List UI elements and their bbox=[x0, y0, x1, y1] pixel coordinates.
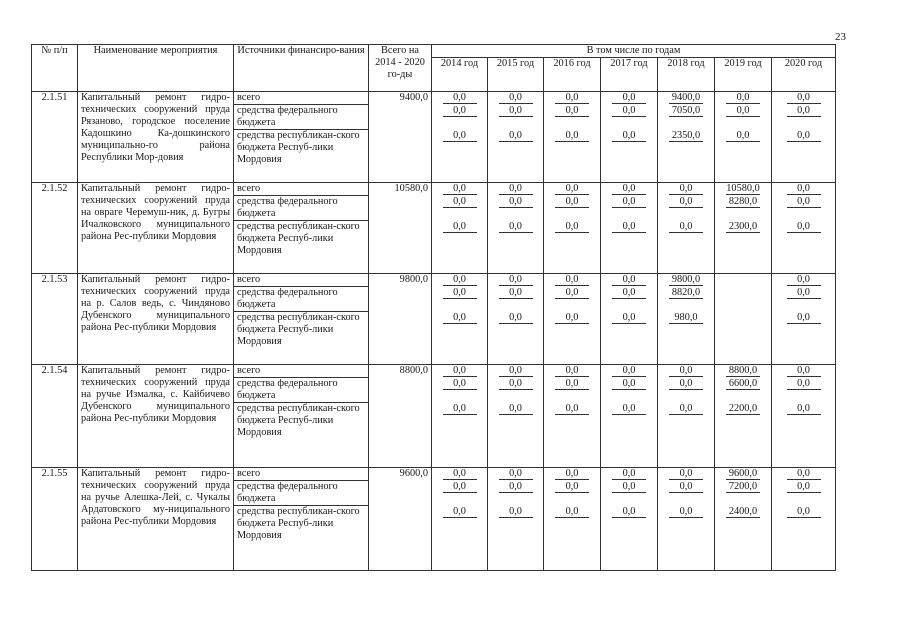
year-value: 0,0 bbox=[443, 274, 477, 286]
year-value: 0,0 bbox=[787, 481, 821, 493]
year-value-cell bbox=[715, 378, 772, 403]
year-value-cell bbox=[715, 196, 772, 221]
year-value-cell bbox=[772, 105, 836, 130]
table-row bbox=[32, 274, 836, 287]
year-value: 0,0 bbox=[612, 365, 646, 377]
funding-source: средства республикан-ского бюджета Респуб-лики Мордовия bbox=[234, 130, 369, 183]
header-year-2014: 2014 год bbox=[432, 58, 488, 92]
year-value-cell bbox=[772, 183, 836, 196]
year-value-cell bbox=[601, 183, 658, 196]
year-value: 0,0 bbox=[555, 506, 589, 518]
year-value: 0,0 bbox=[612, 196, 646, 208]
year-value: 0,0 bbox=[555, 287, 589, 299]
year-value: 2300,0 bbox=[726, 221, 760, 233]
year-value: 0,0 bbox=[555, 92, 589, 104]
table-row bbox=[32, 183, 836, 196]
year-value-cell bbox=[432, 92, 488, 105]
year-value-cell bbox=[658, 506, 715, 571]
year-value-cell bbox=[772, 468, 836, 481]
activity-number: 2.1.55 bbox=[32, 468, 78, 571]
year-value: 0,0 bbox=[443, 287, 477, 299]
year-value: 0,0 bbox=[443, 183, 477, 195]
year-value: 0,0 bbox=[499, 130, 533, 142]
year-value-cell bbox=[544, 312, 601, 365]
year-value: 0,0 bbox=[555, 183, 589, 195]
activity-number: 2.1.52 bbox=[32, 183, 78, 274]
year-value: 0,0 bbox=[787, 183, 821, 195]
year-value-cell bbox=[432, 403, 488, 468]
table-row bbox=[32, 92, 836, 105]
year-value-cell bbox=[488, 287, 544, 312]
year-value-cell bbox=[544, 130, 601, 183]
year-value: 0,0 bbox=[612, 221, 646, 233]
year-value-cell bbox=[601, 221, 658, 274]
year-value-cell bbox=[488, 365, 544, 378]
year-value-cell bbox=[601, 287, 658, 312]
year-value: 0,0 bbox=[555, 130, 589, 142]
year-value: 0,0 bbox=[555, 365, 589, 377]
year-value-cell bbox=[658, 287, 715, 312]
year-value-cell bbox=[601, 274, 658, 287]
year-value: 0,0 bbox=[669, 481, 703, 493]
year-value-cell bbox=[432, 287, 488, 312]
year-value: 0,0 bbox=[787, 196, 821, 208]
year-value-cell bbox=[544, 378, 601, 403]
year-value-cell bbox=[772, 274, 836, 287]
year-value-cell bbox=[488, 468, 544, 481]
funding-source: средства республикан-ского бюджета Респуб-лики Мордовия bbox=[234, 506, 369, 571]
year-value-cell bbox=[658, 92, 715, 105]
year-value-cell bbox=[658, 312, 715, 365]
year-value-cell bbox=[432, 130, 488, 183]
table-body bbox=[32, 92, 836, 571]
year-value-cell bbox=[772, 221, 836, 274]
funding-table bbox=[31, 44, 836, 571]
year-value-cell bbox=[601, 92, 658, 105]
year-value: 6600,0 bbox=[726, 378, 760, 390]
year-value-cell bbox=[601, 506, 658, 571]
year-value: 0,0 bbox=[443, 221, 477, 233]
year-value-cell bbox=[432, 221, 488, 274]
funding-source: средства федерального бюджета bbox=[234, 105, 369, 130]
year-value-cell bbox=[658, 365, 715, 378]
activity-name: Капитальный ремонт гидро-технических сооружений пруда на овраге Черемуш-ник, д. Бугры Ичалковского муниципального района Рес-публики Мордовия bbox=[78, 183, 234, 274]
year-value: 980,0 bbox=[669, 312, 703, 324]
year-value-cell bbox=[715, 403, 772, 468]
year-value: 0,0 bbox=[443, 506, 477, 518]
year-value: 0,0 bbox=[612, 274, 646, 286]
year-value-cell bbox=[601, 130, 658, 183]
header-name: Наименование мероприятия bbox=[78, 45, 234, 92]
year-value: 0,0 bbox=[612, 130, 646, 142]
activity-total: 9400,0 bbox=[369, 92, 432, 183]
year-value-cell bbox=[432, 468, 488, 481]
year-value-cell bbox=[432, 274, 488, 287]
year-value: 0,0 bbox=[555, 105, 589, 117]
year-value: 0,0 bbox=[499, 481, 533, 493]
year-value-cell bbox=[544, 403, 601, 468]
year-value-cell bbox=[658, 274, 715, 287]
year-value: 0,0 bbox=[612, 481, 646, 493]
year-value-cell bbox=[488, 378, 544, 403]
year-value: 0,0 bbox=[787, 312, 821, 324]
year-value-cell bbox=[658, 481, 715, 506]
year-value-cell bbox=[772, 506, 836, 571]
year-value-cell bbox=[715, 130, 772, 183]
header-year-2018: 2018 год bbox=[658, 58, 715, 92]
year-value-cell bbox=[544, 196, 601, 221]
year-value: 0,0 bbox=[669, 403, 703, 415]
year-value: 0,0 bbox=[787, 105, 821, 117]
year-value: 0,0 bbox=[612, 378, 646, 390]
year-value-cell bbox=[601, 481, 658, 506]
header-years-group: В том числе по годам bbox=[432, 45, 836, 58]
table-row bbox=[32, 365, 836, 378]
year-value-cell bbox=[772, 92, 836, 105]
activity-number: 2.1.51 bbox=[32, 92, 78, 183]
year-value: 0,0 bbox=[499, 312, 533, 324]
header-year-2015: 2015 год bbox=[488, 58, 544, 92]
year-value: 0,0 bbox=[669, 506, 703, 518]
year-value: 0,0 bbox=[612, 92, 646, 104]
year-value: 0,0 bbox=[669, 468, 703, 480]
year-value-cell bbox=[544, 183, 601, 196]
year-value-cell bbox=[715, 92, 772, 105]
year-value: 2200,0 bbox=[726, 403, 760, 415]
year-value: 9400,0 bbox=[669, 92, 703, 104]
funding-source: средства республикан-ского бюджета Респуб-лики Мордовия bbox=[234, 403, 369, 468]
header-num: № п/п bbox=[32, 45, 78, 92]
funding-source: всего bbox=[234, 468, 369, 481]
year-value: 0,0 bbox=[726, 105, 760, 117]
year-value: 9800,0 bbox=[669, 274, 703, 286]
year-value: 0,0 bbox=[787, 130, 821, 142]
year-value: 2400,0 bbox=[726, 506, 760, 518]
year-value-cell bbox=[715, 221, 772, 274]
year-value: 0,0 bbox=[499, 378, 533, 390]
year-value: 0,0 bbox=[787, 468, 821, 480]
year-value: 0,0 bbox=[499, 506, 533, 518]
year-value: 0,0 bbox=[726, 92, 760, 104]
funding-source: средства федерального бюджета bbox=[234, 378, 369, 403]
year-value: 0,0 bbox=[669, 378, 703, 390]
year-value-cell bbox=[601, 312, 658, 365]
year-value-cell bbox=[601, 468, 658, 481]
year-value: 7200,0 bbox=[726, 481, 760, 493]
year-value: 0,0 bbox=[669, 196, 703, 208]
year-value-cell bbox=[488, 130, 544, 183]
year-value-cell bbox=[544, 105, 601, 130]
year-value-cell bbox=[715, 287, 772, 312]
year-value-cell bbox=[488, 221, 544, 274]
year-value: 9600,0 bbox=[726, 468, 760, 480]
year-value-cell bbox=[488, 274, 544, 287]
year-value: 0,0 bbox=[669, 365, 703, 377]
funding-source: всего bbox=[234, 274, 369, 287]
activity-total: 8800,0 bbox=[369, 365, 432, 468]
year-value: 0,0 bbox=[787, 403, 821, 415]
table-row bbox=[32, 468, 836, 481]
year-value: 0,0 bbox=[499, 221, 533, 233]
year-value-cell bbox=[544, 481, 601, 506]
year-value-cell bbox=[544, 274, 601, 287]
year-value: 0,0 bbox=[612, 105, 646, 117]
year-value: 0,0 bbox=[499, 274, 533, 286]
year-value: 8800,0 bbox=[726, 365, 760, 377]
year-value-cell bbox=[658, 221, 715, 274]
year-value-cell bbox=[601, 378, 658, 403]
year-value-cell bbox=[658, 183, 715, 196]
year-value-cell bbox=[488, 196, 544, 221]
year-value-cell bbox=[715, 274, 772, 287]
year-value-cell bbox=[488, 506, 544, 571]
year-value-cell bbox=[715, 468, 772, 481]
year-value-cell bbox=[488, 312, 544, 365]
year-value: 0,0 bbox=[669, 221, 703, 233]
year-value-cell bbox=[544, 506, 601, 571]
year-value: 0,0 bbox=[726, 130, 760, 142]
year-value: 0,0 bbox=[612, 403, 646, 415]
year-value-cell bbox=[488, 403, 544, 468]
year-value-cell bbox=[772, 378, 836, 403]
year-value-cell bbox=[715, 481, 772, 506]
year-value: 2350,0 bbox=[669, 130, 703, 142]
table-header bbox=[32, 45, 836, 92]
year-value: 0,0 bbox=[443, 481, 477, 493]
year-value: 0,0 bbox=[555, 196, 589, 208]
year-value: 0,0 bbox=[787, 274, 821, 286]
year-value-cell bbox=[772, 403, 836, 468]
year-value-cell bbox=[432, 481, 488, 506]
year-value: 0,0 bbox=[612, 468, 646, 480]
year-value-cell bbox=[488, 183, 544, 196]
year-value: 0,0 bbox=[555, 274, 589, 286]
year-value: 0,0 bbox=[787, 92, 821, 104]
year-value-cell bbox=[658, 130, 715, 183]
activity-name: Капитальный ремонт гидро-технических сооружений пруда на р. Салов ведь, с. Чиндяново Дубенского муниципального района Рес-публики Мордовия bbox=[78, 274, 234, 365]
funding-source: всего bbox=[234, 92, 369, 105]
year-value-cell bbox=[772, 365, 836, 378]
activity-number: 2.1.54 bbox=[32, 365, 78, 468]
header-year-2019: 2019 год bbox=[715, 58, 772, 92]
year-value: 0,0 bbox=[612, 183, 646, 195]
activity-total: 9600,0 bbox=[369, 468, 432, 571]
year-value: 0,0 bbox=[443, 196, 477, 208]
year-value: 0,0 bbox=[787, 365, 821, 377]
year-value: 0,0 bbox=[555, 481, 589, 493]
funding-source: средства федерального бюджета bbox=[234, 287, 369, 312]
activity-total: 10580,0 bbox=[369, 183, 432, 274]
year-value-cell bbox=[601, 196, 658, 221]
year-value: 0,0 bbox=[499, 183, 533, 195]
year-value-cell bbox=[432, 105, 488, 130]
year-value: 8280,0 bbox=[726, 196, 760, 208]
funding-source: всего bbox=[234, 365, 369, 378]
year-value: 0,0 bbox=[555, 378, 589, 390]
year-value: 0,0 bbox=[612, 287, 646, 299]
header-total: Всего на 2014 - 2020 го-ды bbox=[369, 45, 432, 92]
funding-source: средства республикан-ского бюджета Респуб-лики Мордовия bbox=[234, 312, 369, 365]
year-value: 0,0 bbox=[443, 92, 477, 104]
funding-source: средства федерального бюджета bbox=[234, 196, 369, 221]
year-value: 0,0 bbox=[612, 312, 646, 324]
year-value-cell bbox=[715, 105, 772, 130]
activity-name: Капитальный ремонт гидро-технических сооружений пруда на ручье Алешка-Лей, с. Чукалы Ардатовского му-ниципального района Рес-публики Мордовия bbox=[78, 468, 234, 571]
year-value: 0,0 bbox=[787, 287, 821, 299]
year-value: 10580,0 bbox=[726, 183, 760, 194]
activity-name: Капитальный ремонт гидро-технических сооружений пруда на ручье Измалка, с. Кайбичево Дубенского муниципального района Рес-публики Мордовия bbox=[78, 365, 234, 468]
funding-source: средства федерального бюджета bbox=[234, 481, 369, 506]
year-value: 0,0 bbox=[443, 130, 477, 142]
year-value-cell bbox=[432, 312, 488, 365]
year-value: 0,0 bbox=[499, 92, 533, 104]
year-value-cell bbox=[488, 481, 544, 506]
year-value-cell bbox=[772, 481, 836, 506]
header-sources: Источники финансиро-вания bbox=[234, 45, 369, 92]
year-value: 0,0 bbox=[555, 403, 589, 415]
year-value: 7050,0 bbox=[669, 105, 703, 117]
header-year-2017: 2017 год bbox=[601, 58, 658, 92]
year-value-cell bbox=[432, 196, 488, 221]
year-value-cell bbox=[715, 506, 772, 571]
funding-source: средства республикан-ского бюджета Респуб-лики Мордовия bbox=[234, 221, 369, 274]
year-value: 0,0 bbox=[787, 506, 821, 518]
year-value: 0,0 bbox=[443, 468, 477, 480]
year-value: 0,0 bbox=[443, 403, 477, 415]
year-value-cell bbox=[658, 105, 715, 130]
year-value-cell bbox=[488, 92, 544, 105]
year-value: 0,0 bbox=[443, 378, 477, 390]
year-value-cell bbox=[772, 312, 836, 365]
year-value-cell bbox=[432, 365, 488, 378]
year-value: 0,0 bbox=[443, 365, 477, 377]
year-value: 0,0 bbox=[499, 468, 533, 480]
year-value-cell bbox=[432, 183, 488, 196]
year-value-cell bbox=[715, 183, 772, 196]
page-number: 23 bbox=[835, 31, 846, 43]
year-value-cell bbox=[772, 287, 836, 312]
year-value-cell bbox=[772, 130, 836, 183]
year-value-cell bbox=[544, 365, 601, 378]
year-value-cell bbox=[488, 105, 544, 130]
year-value: 0,0 bbox=[555, 468, 589, 480]
activity-total: 9800,0 bbox=[369, 274, 432, 365]
year-value-cell bbox=[544, 287, 601, 312]
year-value: 0,0 bbox=[612, 506, 646, 518]
activity-number: 2.1.53 bbox=[32, 274, 78, 365]
year-value: 0,0 bbox=[499, 365, 533, 377]
year-value: 0,0 bbox=[499, 287, 533, 299]
year-value-cell bbox=[544, 221, 601, 274]
year-value-cell bbox=[544, 92, 601, 105]
year-value-cell bbox=[432, 506, 488, 571]
year-value: 8820,0 bbox=[669, 287, 703, 299]
year-value: 0,0 bbox=[443, 105, 477, 117]
year-value-cell bbox=[658, 378, 715, 403]
year-value: 0,0 bbox=[499, 105, 533, 117]
year-value: 0,0 bbox=[443, 312, 477, 324]
year-value: 0,0 bbox=[555, 312, 589, 324]
year-value-cell bbox=[772, 196, 836, 221]
year-value-cell bbox=[658, 403, 715, 468]
year-value-cell bbox=[658, 196, 715, 221]
funding-source: всего bbox=[234, 183, 369, 196]
year-value: 0,0 bbox=[555, 221, 589, 233]
year-value-cell bbox=[715, 365, 772, 378]
year-value: 0,0 bbox=[787, 378, 821, 390]
year-value-cell bbox=[432, 378, 488, 403]
year-value-cell bbox=[601, 403, 658, 468]
year-value-cell bbox=[544, 468, 601, 481]
year-value-cell bbox=[715, 312, 772, 365]
header-year-2020: 2020 год bbox=[772, 58, 836, 92]
year-value: 0,0 bbox=[499, 196, 533, 208]
year-value: 0,0 bbox=[787, 221, 821, 233]
activity-name: Капитальный ремонт гидро-технических сооружений пруда Рязаново, городское поселение Кадошкино Ка-дошкинского муниципально-го района Республики Мор-довия bbox=[78, 92, 234, 183]
year-value: 0,0 bbox=[499, 403, 533, 415]
year-value-cell bbox=[658, 468, 715, 481]
year-value: 0,0 bbox=[669, 183, 703, 195]
header-year-2016: 2016 год bbox=[544, 58, 601, 92]
year-value-cell bbox=[601, 365, 658, 378]
year-value-cell bbox=[601, 105, 658, 130]
